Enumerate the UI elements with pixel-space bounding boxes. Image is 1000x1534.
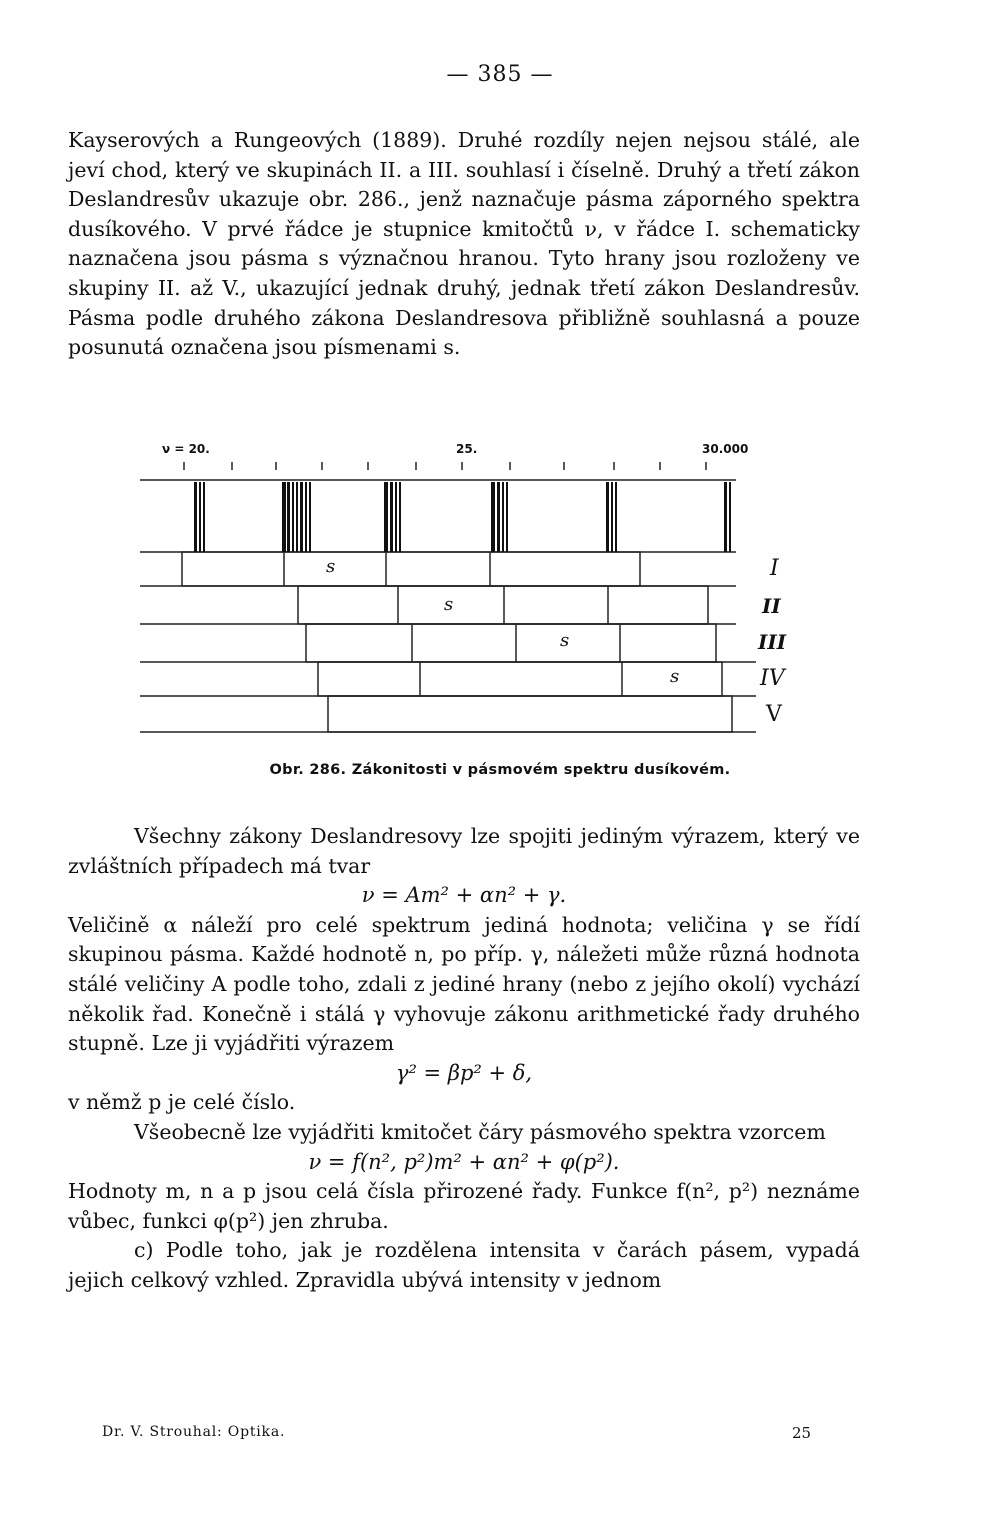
row-label-iii: III <box>758 630 787 654</box>
scale-label-20: ν = 20. <box>162 442 210 456</box>
paragraph-1: Kayserových a Rungeových (1889). Druhé rozdíly nejen nejsou stálé, ale jeví chod, který ve skupinách II. a III. souhlasí i číselně. Druhý a třetí zákon Deslandresův ukazuje obr. 286., jenž naznačuje pásma záporného spektra dusíkového. V prvé řádce je stupnice kmitočtů ν, v řádce I. schematicky naznačena jsou pásma s význačnou hranou. Tyto hrany jsou rozloženy ve skupiny II. až V., ukazující jednak druhý, jednak třetí zákon Deslandresův. Pásma podle druhého zákona Deslandresova přibližně souhlasná a pouze posunutá označena jsou písmenami s. <box>68 128 860 360</box>
row-label-v: V <box>766 702 782 727</box>
scale-label-25: 25. <box>456 442 478 456</box>
paragraph-3: Veličině α náleží pro celé spektrum jediná hodnota; veličina γ se řídí skupinou pásma. Každé hodnotě n, po příp. γ, náležeti může různá hodnota stálé veličiny A podle toho, zdali z jediné hrany (nebo z jejího okolí) vychází několik řad. Konečně i stálá γ vyhovuje zákonu arithmetické řady druhého stupně. Lze ji vyjádřiti výrazem <box>68 912 860 1056</box>
formula-3: ν = f(n², p²)m² + αn² + φ(p²). <box>308 1149 620 1174</box>
row-label-ii: II <box>762 594 781 618</box>
row-label-i: I <box>770 556 779 581</box>
text-top <box>68 126 860 363</box>
figure-caption: Obr. 286. Zákonitosti v pásmovém spektru dusíkovém. <box>269 762 731 778</box>
figure-286 <box>136 440 806 740</box>
scale-label-30000: 30.000 <box>702 442 749 456</box>
paragraph-2: Všechny zákony Deslandresovy lze spojiti jediným výrazem, který ve zvláštních případech má tvar <box>68 824 860 878</box>
s-label-row-iii: s <box>560 630 570 651</box>
paragraph-6: Hodnoty m, n a p jsou celá čísla přirozené řady. Funkce f(n², p²) neznáme vůbec, funkci φ(p²) jen zhruba. <box>68 1179 860 1233</box>
s-label-row-i: s <box>326 556 336 577</box>
formula-1: ν = Am² + αn² + γ. <box>361 883 567 908</box>
page-number: — 385 — <box>446 62 554 87</box>
paragraph-4: v němž p je celé číslo. <box>68 1090 296 1115</box>
row-label-iv: IV <box>760 666 785 691</box>
text-bottom <box>68 822 860 1296</box>
footer-signature: 25 <box>792 1424 812 1442</box>
formula-2: γ² = βp² + δ, <box>395 1060 533 1085</box>
footer-author-title: Dr. V. Strouhal: Optika. <box>102 1424 286 1440</box>
paragraph-7: c) Podle toho, jak je rozdělena intensita v čarách pásem, vypadá jejich celkový vzhled. Zpravidla ubývá intensity v jednom <box>68 1238 860 1292</box>
paragraph-5: Všeobecně lze vyjádřiti kmitočet čáry pásmového spektra vzorcem <box>134 1119 826 1144</box>
s-label-row-iv: s <box>670 666 680 687</box>
s-label-row-ii: s <box>444 594 454 615</box>
band-diagram <box>136 440 806 740</box>
